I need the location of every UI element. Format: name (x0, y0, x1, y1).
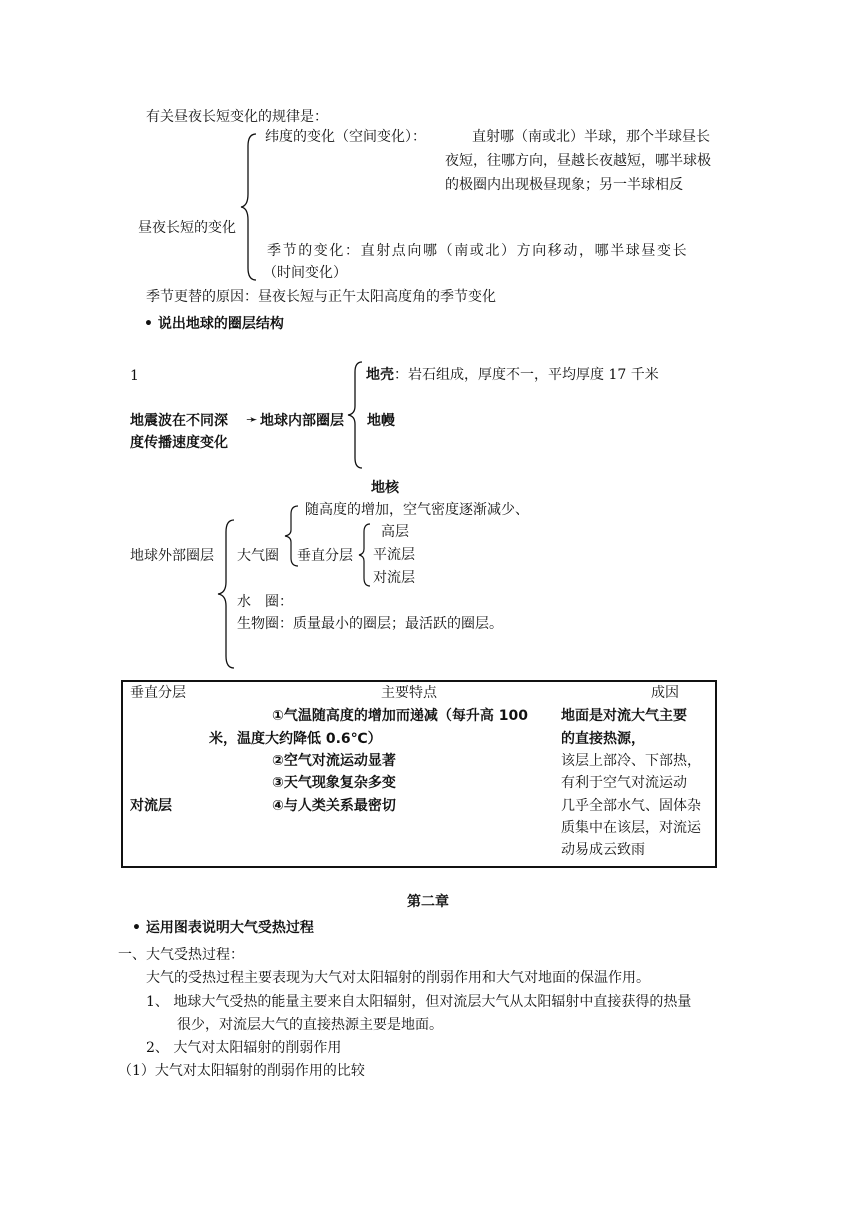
cause-6: 质集中在该层，对流运 (561, 820, 701, 836)
feature-1a: ①气温随高度的增加而递减（每升高 100 (272, 708, 528, 724)
arrow-icon: ➛ (246, 412, 258, 428)
table-header-cause: 成因 (651, 685, 679, 701)
inner-sphere-label: 地球内部圈层 (260, 413, 344, 429)
seismic-line-1: 地震波在不同深 (130, 413, 228, 429)
list-item-3: （1）大气对太阳辐射的削弱作用的比较 (118, 1063, 365, 1079)
latitude-label: 纬度的变化（空间变化）： (265, 129, 426, 145)
outer-sphere-label: 地球外部圈层 (130, 548, 214, 564)
density-note: 随高度的增加，空气密度逐渐减少、 (305, 502, 529, 518)
cause-4: 有利于空气对流运动 (561, 775, 687, 791)
cause-3: 该层上部冷、下部热， (561, 753, 701, 769)
list-item-1a: 1、 地球大气受热的能量主要来自太阳辐射，但对流层大气从太阳辐射中直接获得的热量 (146, 994, 692, 1010)
crust-desc: ：岩石组成，厚度不一，平均厚度 17 千米 (394, 367, 659, 383)
sphere-structure-heading: • 说出地球的圈层结构 (144, 316, 284, 332)
season-line-2: （时间变化） (263, 265, 347, 281)
page-number: 1 (130, 368, 139, 384)
list-item-1b: 很少，对流层大气的直接热源主要是地面。 (177, 1017, 443, 1033)
chapter-title: 第二章 (407, 894, 449, 910)
crust-label: 地壳 (366, 367, 394, 383)
section-heading-1: 一、大气受热过程： (118, 947, 244, 963)
cause-1: 地面是对流大气主要 (561, 708, 687, 724)
layer-stratosphere: 平流层 (373, 547, 415, 563)
daynight-root: 昼夜长短的变化 (138, 220, 236, 236)
brace-vertical-layers (357, 522, 373, 588)
table-header-features: 主要特点 (381, 685, 437, 701)
cause-2: 的直接热源， (561, 731, 645, 747)
list-item-2: 2、 大气对太阳辐射的削弱作用 (146, 1040, 342, 1056)
mantle-label: 地幔 (367, 413, 395, 429)
core-label: 地核 (371, 480, 399, 496)
atmosphere-label: 大气圈 (237, 548, 279, 564)
intro-line: 有关昼夜长短变化的规律是： (146, 109, 328, 125)
cause-7: 动易成云致雨 (561, 842, 645, 858)
cause-5: 几乎全部水气、固体杂 (561, 798, 701, 814)
feature-1b: 米，温度大约降低 0.6℃） (209, 731, 382, 747)
latitude-desc-2: 夜短，往哪方向，昼越长夜越短，哪半球极 (445, 153, 711, 169)
chapter-bullet: • 运用图表说明大气受热过程 (132, 920, 314, 936)
vertical-layers-label: 垂直分层 (297, 548, 353, 564)
layer-troposphere: 对流层 (373, 570, 415, 586)
row-label-troposphere: 对流层 (130, 798, 172, 814)
feature-4: ④与人类关系最密切 (272, 798, 396, 814)
table-header-layer: 垂直分层 (130, 685, 186, 701)
paragraph-1: 大气的受热过程主要表现为大气对太阳辐射的削弱作用和大气对地面的保温作用。 (146, 970, 650, 986)
brace-outer-sphere (216, 518, 238, 670)
crust-line (366, 365, 659, 387)
brace-inner-sphere (346, 360, 366, 470)
season-line-1: 季节的变化：直射点向哪（南或北）方向移动，哪半球昼变长 (267, 243, 689, 259)
biosphere-line: 生物圈：质量最小的圈层；最活跃的圈层。 (237, 616, 503, 632)
layer-high: 高层 (381, 524, 409, 540)
brace-daynight (240, 132, 260, 282)
latitude-desc-3: 的极圈内出现极昼现象；另一半球相反 (445, 177, 683, 193)
feature-2: ②空气对流运动显著 (272, 753, 396, 769)
latitude-desc-1: 直射哪（南或北）半球，那个半球昼长 (472, 129, 710, 145)
hydrosphere-label: 水 圈： (237, 594, 293, 610)
seasons-reason: 季节更替的原因：昼夜长短与正午太阳高度角的季节变化 (146, 289, 496, 305)
feature-3: ③天气现象复杂多变 (272, 775, 396, 791)
seismic-line-2: 度传播速度变化 (130, 435, 228, 451)
